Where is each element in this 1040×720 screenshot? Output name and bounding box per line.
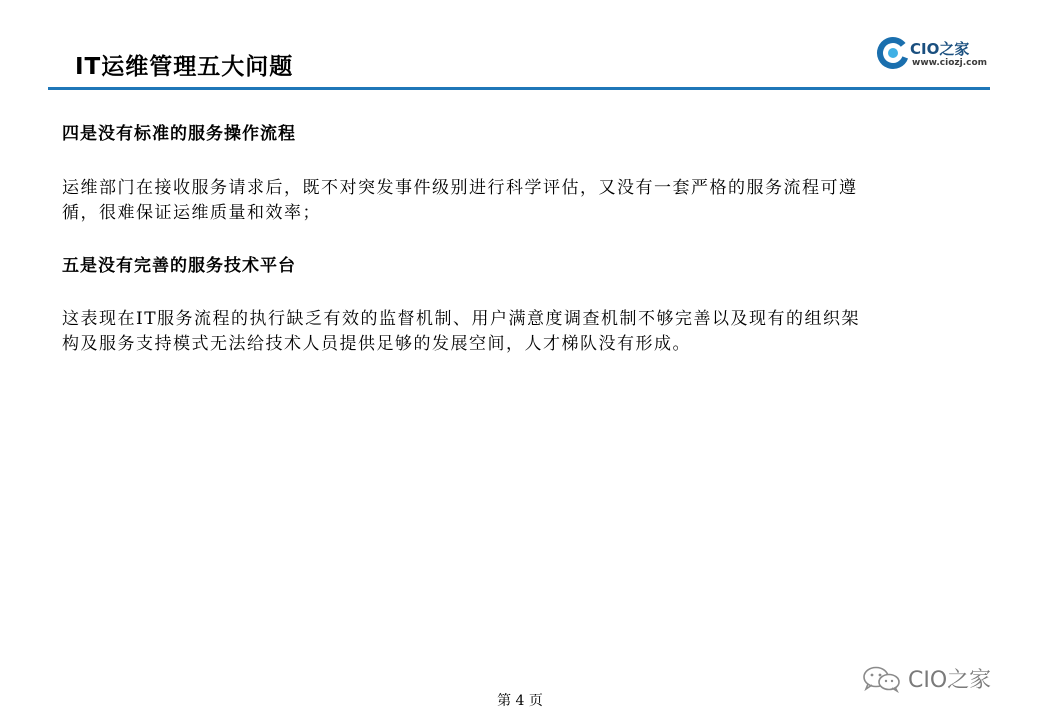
title-accent: [57, 51, 65, 77]
watermark-text: CIO之家: [908, 668, 992, 693]
section-text-line: 这表现在IT服务流程的执行缺乏有效的监督机制、用户满意度调查机制不够完善以及现有的组织架: [62, 309, 861, 329]
logo-url: www.ciozj.com: [912, 58, 988, 68]
section-text-line: 循，很难保证运维质量和效率；: [62, 203, 321, 223]
cio-logo-icon: [876, 36, 910, 70]
wechat-icon: [860, 665, 904, 693]
slide-body: [62, 118, 977, 357]
section-text-line: 构及服务支持模式无法给技术人员提供足够的发展空间，人才梯队没有形成。: [62, 334, 691, 354]
page-number: 第 4 页: [497, 693, 543, 709]
section-text-line: 运维部门在接收服务请求后，既不对突发事件级别进行科学评估，又没有一套严格的服务流程可遵: [62, 178, 858, 198]
section-heading-5: 五是没有完善的服务技术平台: [62, 256, 296, 276]
watermark: [860, 663, 1020, 693]
logo-name: CIO之家: [910, 40, 970, 58]
slide-title: IT运维管理五大问题: [75, 54, 294, 80]
header-rule: [48, 87, 990, 90]
section-heading-4: 四是没有标准的服务操作流程: [62, 124, 296, 144]
cio-logo: [876, 36, 996, 76]
